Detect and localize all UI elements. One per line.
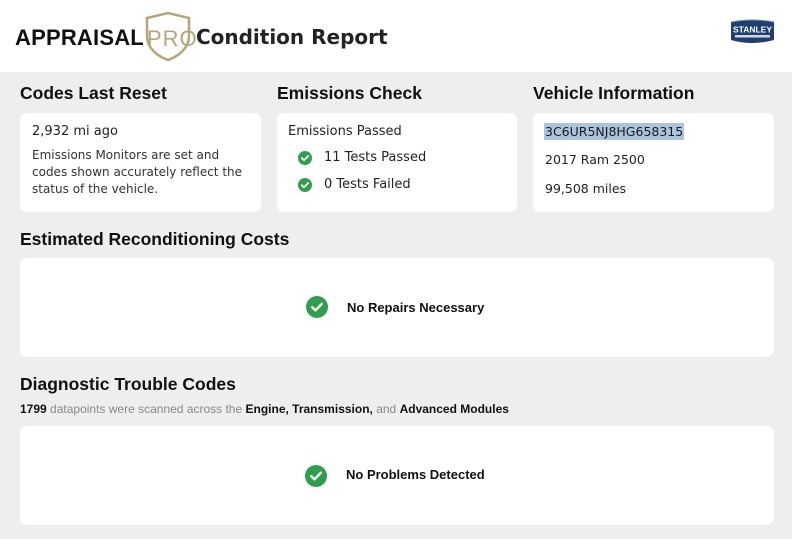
vin-number[interactable]: 3C6UR5NJ8HG658315 <box>545 124 684 139</box>
tests-failed: 0 Tests Failed <box>324 177 411 192</box>
emissions-status: Emissions Passed <box>288 124 402 139</box>
codes-reset-description: Emissions Monitors are set and codes shown accurately reflect the status of the vehicle. <box>32 148 243 196</box>
emissions-check-card <box>277 113 517 212</box>
report-header <box>0 0 792 72</box>
dtc-status: No Problems Detected <box>346 467 485 482</box>
appraisal-pro-logo <box>15 18 388 54</box>
vehicle-information-card <box>533 113 774 212</box>
dealer-logo <box>729 19 776 46</box>
vehicle-miles: 99,508 miles <box>545 181 627 196</box>
reconditioning-card <box>20 258 774 357</box>
page-title: Condition Report <box>195 25 388 49</box>
dtc-summary-and: and <box>372 402 400 416</box>
emissions-check-title: Emissions Check <box>277 83 422 103</box>
reconditioning-status: No Repairs Necessary <box>347 300 485 315</box>
check-circle-icon <box>305 465 327 487</box>
brand-pro-shield <box>144 18 198 54</box>
reconditioning-title: Estimated Reconditioning Costs <box>20 229 290 249</box>
dtc-module-advanced: Advanced Modules <box>399 402 509 416</box>
vehicle-model: 2017 Ram 2500 <box>545 152 645 167</box>
dtc-scan-summary <box>20 402 509 416</box>
dtc-card <box>20 426 774 525</box>
dtc-title: Diagnostic Trouble Codes <box>20 374 236 394</box>
codes-last-reset-card <box>20 113 261 212</box>
check-circle-icon <box>306 296 328 318</box>
codes-reset-mileage: 2,932 mi ago <box>32 124 118 139</box>
dtc-datapoint-count: 1799 <box>20 402 47 416</box>
dtc-summary-text: datapoints were scanned across the <box>46 402 246 416</box>
check-circle-icon <box>298 151 312 165</box>
brand-pro-text: PRO <box>146 26 198 51</box>
vehicle-information-title: Vehicle Information <box>533 83 695 103</box>
brand-appraisal-text: APPRAISAL <box>15 25 144 50</box>
check-circle-icon <box>298 178 312 192</box>
codes-last-reset-title: Codes Last Reset <box>20 83 167 103</box>
dealer-logo-text: STANLEY <box>732 24 773 35</box>
tests-passed: 11 Tests Passed <box>324 150 427 165</box>
dtc-module-engine-transmission: Engine, Transmission, <box>245 402 373 416</box>
